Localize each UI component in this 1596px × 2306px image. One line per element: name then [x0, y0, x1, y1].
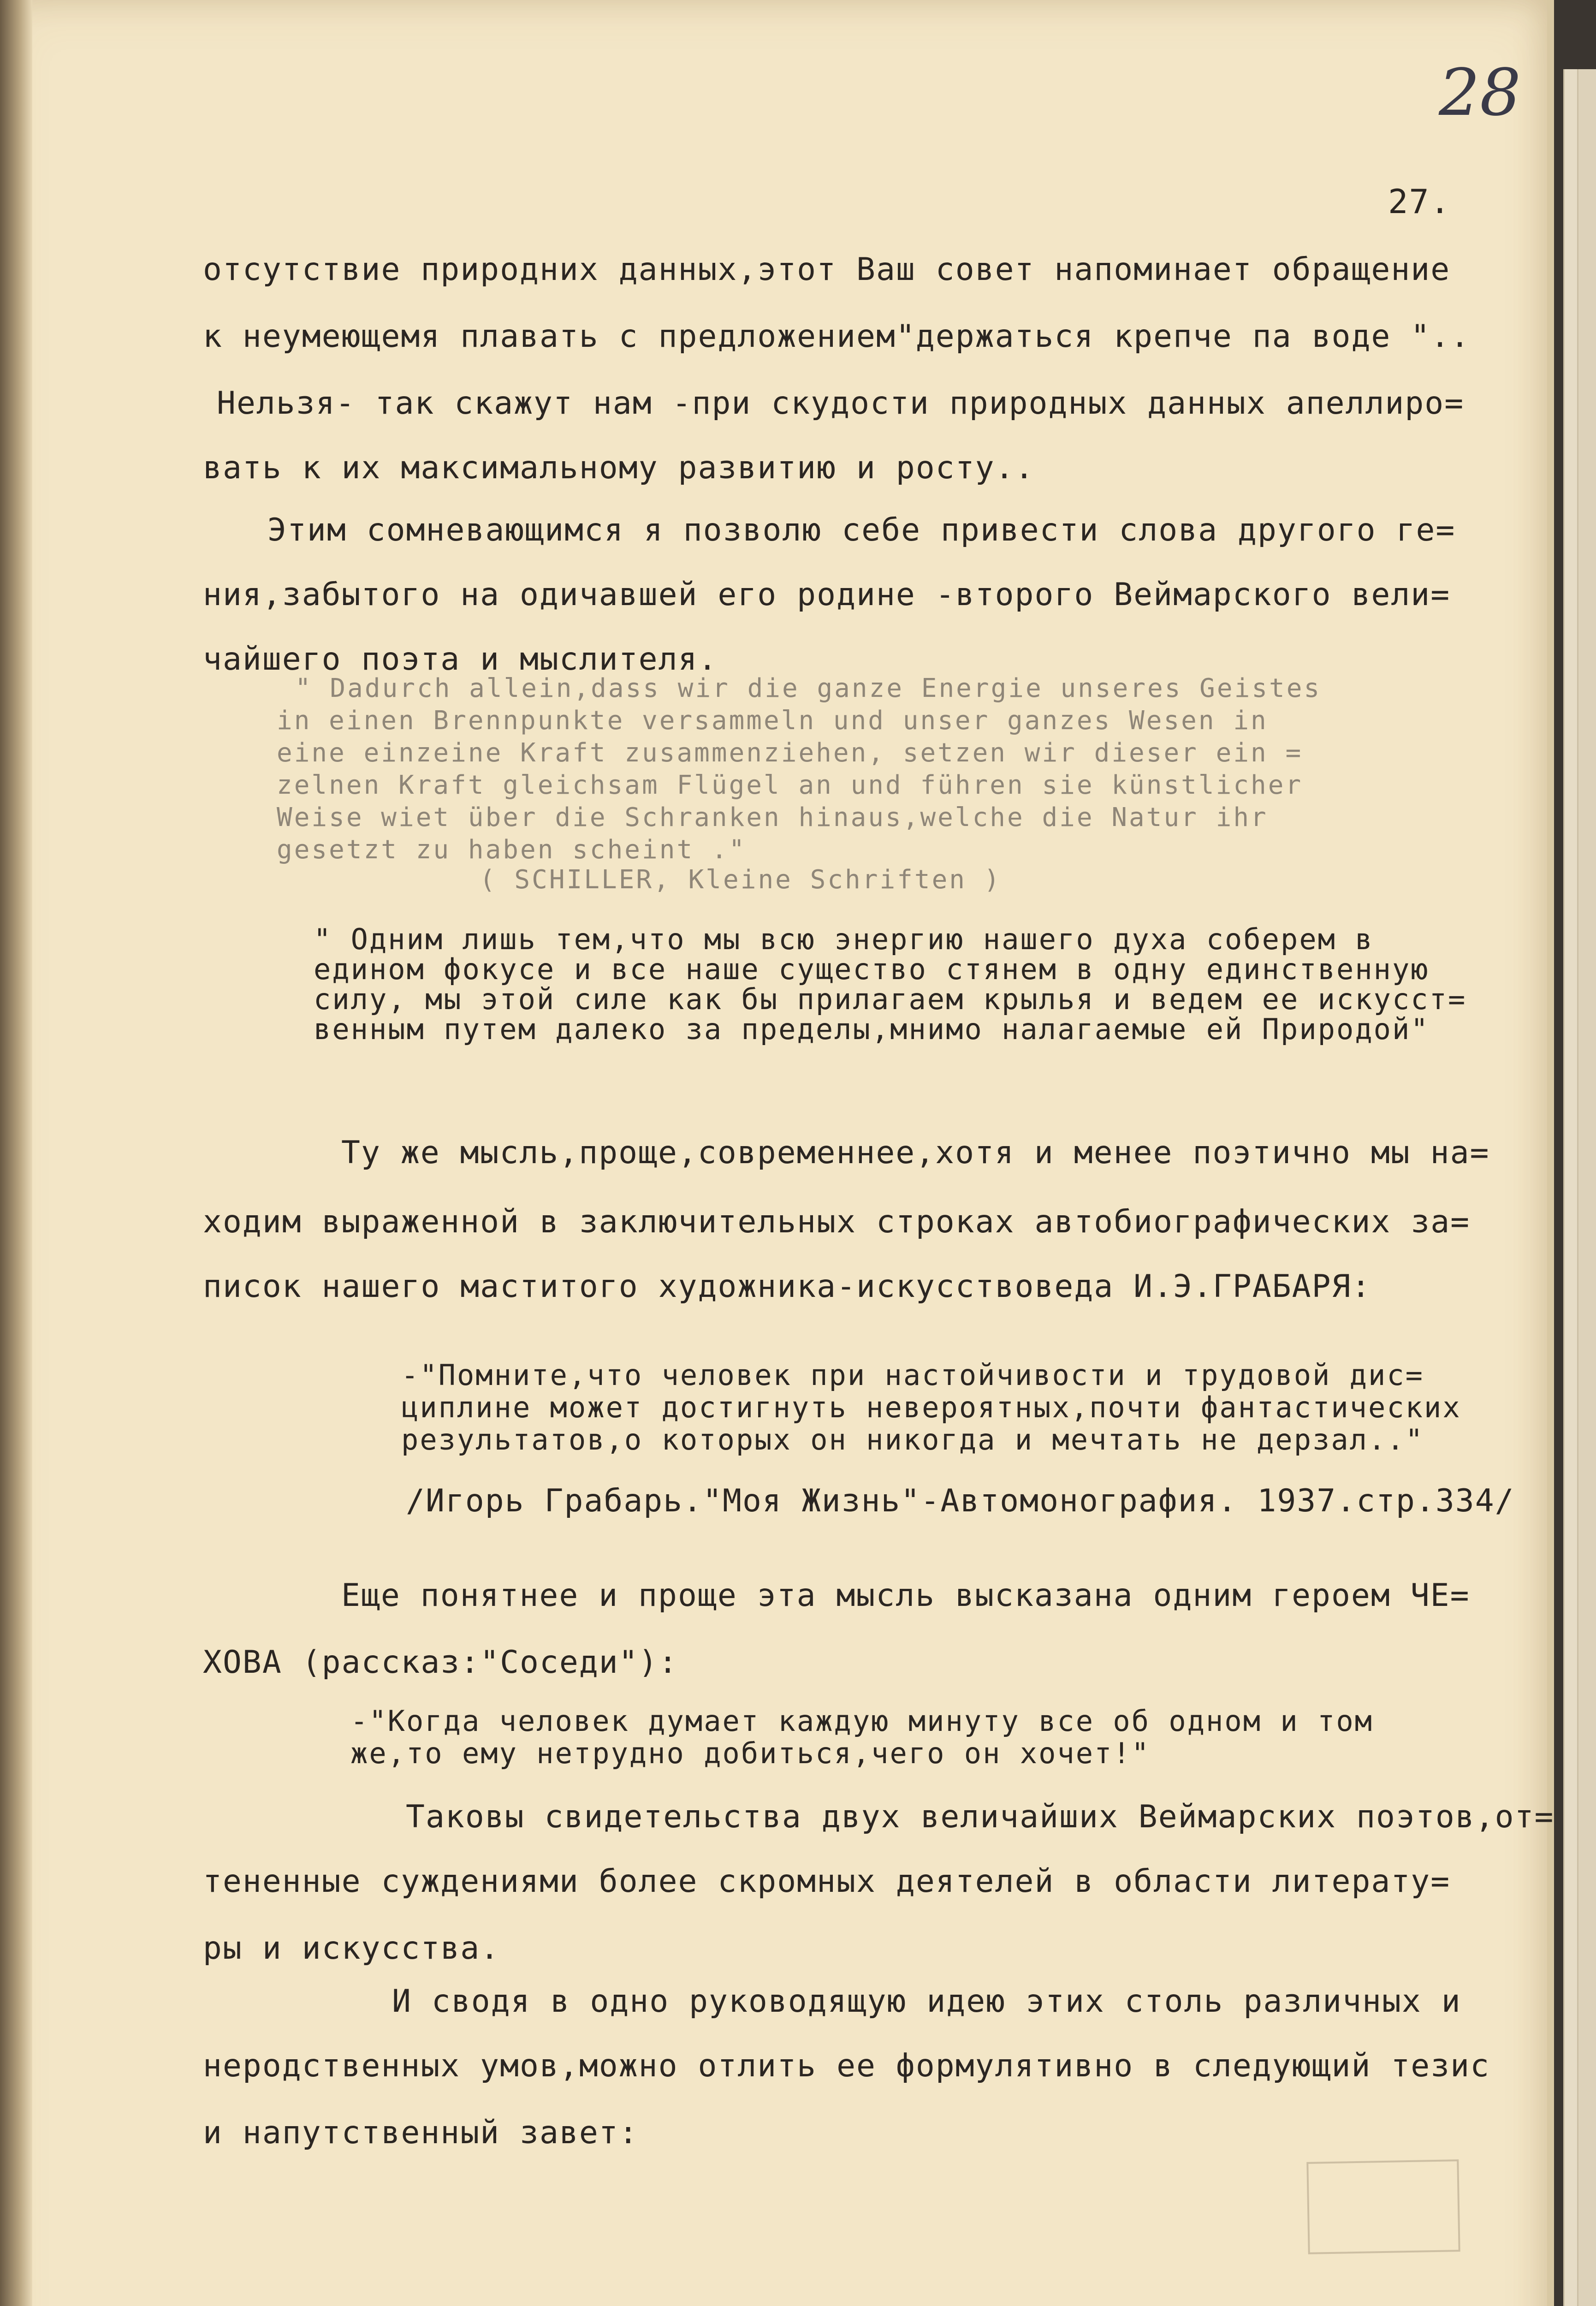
- german-quote-line-6: gesetzt zu haben scheint .": [277, 835, 747, 865]
- para5-line-1: Таковы свидетельства двух величайших Веймарских поэтов,от=: [406, 1799, 1554, 1835]
- grabar-quote-line-1: -"Помните,что человек при настойчивости и трудовой дис=: [401, 1358, 1424, 1392]
- archive-stamp: [1306, 2159, 1460, 2254]
- russian-quote-line-4: венным путем далеко за пределы,мнимо налагаемые ей Природой": [314, 1012, 1430, 1046]
- para1-line-1: отсутствие природних данных,этот Ваш совет напоминает обращение: [203, 251, 1451, 288]
- russian-quote-line-3: силу, мы этой силе как бы прилагаем крылья и ведем ее искусст=: [314, 982, 1467, 1016]
- german-quote-line-5: Weise wiet über die Schranken hinaus,welche die Natur ihr: [277, 802, 1268, 832]
- para4-line-1: Еще понятнее и проще эта мысль высказана одним героем ЧЕ=: [341, 1577, 1470, 1614]
- chekhov-quote-line-1: -"Когда человек думает каждую минуту все об одном и том: [350, 1704, 1373, 1738]
- para4-line-2: ХОВА (рассказ:"Соседи"):: [203, 1644, 678, 1681]
- grabar-quote-line-2: циплине может достигнуть невероятных,почти фантастических: [401, 1391, 1461, 1424]
- grabar-quote-source: /Игорь Грабарь."Моя Жизнь"-Автомонография. 1937.стр.334/: [406, 1483, 1515, 1519]
- para5-line-3: ры и искусства.: [203, 1930, 500, 1967]
- page-number: 27.: [1388, 182, 1451, 221]
- para3-line-2: ходим выраженной в заключительных строках автобиографических за=: [203, 1204, 1471, 1240]
- folio-number: 28: [1439, 55, 1521, 131]
- para6-line-3: и напутственный завет:: [203, 2115, 639, 2151]
- german-quote-line-2: in einen Brennpunkte versammeln und unser ganzes Wesen in: [277, 706, 1268, 736]
- para6-line-2: неродственных умов,можно отлить ее формулятивно в следующий тезис: [203, 2048, 1490, 2084]
- russian-quote-line-1: " Одним лишь тем,что мы всю энергию нашего духа соберем в: [314, 922, 1374, 956]
- para5-line-2: тененные суждениями более скромных деятелей в области литерату=: [203, 1863, 1451, 1900]
- para1-line-4: вать к их максимальному развитию и росту..: [203, 450, 1035, 486]
- para2-line-2: ния,забытого на одичавшей его родине -второго Веймарского вели=: [203, 576, 1451, 613]
- page-edge: [1547, 0, 1554, 2306]
- para1-line-3: Нельзя- так скажут нам -при скудости природных данных апеллиро=: [217, 385, 1465, 422]
- german-quote-line-3: eine einzeine Kraft zusammenziehen, setzen wir dieser ein =: [277, 738, 1303, 768]
- para3-line-3: писок нашего маститого художника-искусствоведа И.Э.ГРАБАРЯ:: [203, 1268, 1371, 1305]
- german-quote-line-4: zelnen Kraft gleichsam Flügel an und führen sie künstlicher: [277, 770, 1303, 800]
- russian-quote-line-2: едином фокусе и все наше существо стянем в одну единственную: [314, 952, 1430, 986]
- para2-line-3: чайшего поэта и мыслителя.: [203, 641, 718, 678]
- para6-line-1: И сводя в одно руководящую идею этих столь различных и: [392, 1983, 1461, 2020]
- underlying-page-edge-2: [1577, 69, 1596, 2306]
- chekhov-quote-line-2: же,то ему нетрудно добиться,чего он хочет!": [350, 1736, 1151, 1770]
- german-quote-source: ( SCHILLER, Kleine Schriften ): [480, 865, 1002, 895]
- binding-strip: [0, 0, 32, 2306]
- para1-line-2: к неумеющемя плавать с предложением"держаться крепче па воде "..: [203, 318, 1471, 355]
- para2-line-1: Этим сомневающимся я позволю себе привести слова другого ге=: [267, 512, 1456, 548]
- grabar-quote-line-3: результатов,о которых он никогда и мечтать не дерзал..": [401, 1423, 1424, 1456]
- german-quote-line-1: " Dadurch allein,dass wir die ganze Energie unseres Geistes: [295, 673, 1322, 703]
- para3-line-1: Ту же мысль,проще,современнее,хотя и менее поэтично мы на=: [341, 1135, 1490, 1171]
